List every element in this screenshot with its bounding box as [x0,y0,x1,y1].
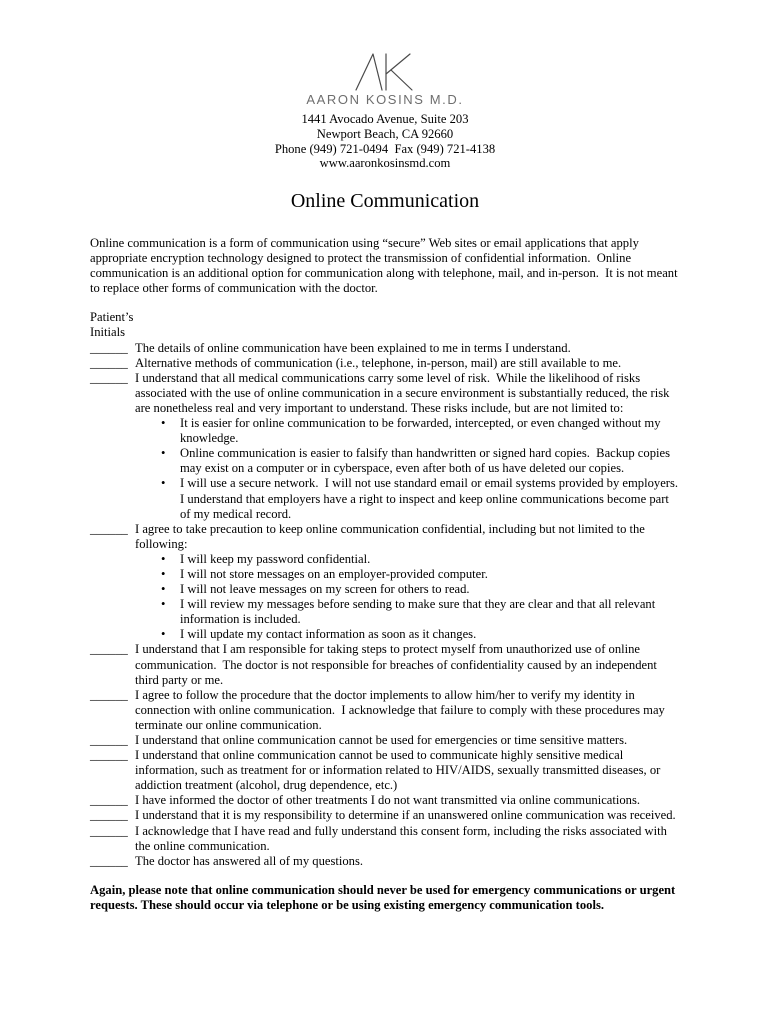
item-text-line: communication. The doctor is not responsible for breaches of confidentiality caused by an independent [135,657,657,672]
consent-item-text [135,854,690,869]
bullet-item [161,582,690,597]
consent-item-text [135,341,690,356]
letterhead-address [0,112,770,171]
item-text-line: information, such as treatment for or information related to HIV/AIDS, sexually transmitted diseases, or [135,763,661,778]
item-text-line: I understand that all medical communications carry some level of risk. While the likelihood of risks [135,370,641,385]
bullet-text-line: I will review my messages before sending to make sure that they are clear and that all relevant [180,597,656,612]
initials-label-line: Patient’s [90,310,134,325]
item-text-line: Alternative methods of communication (i.e., telephone, in-person, mail) are still available to me. [135,355,622,370]
bullet-item [161,476,690,521]
initials-blank: ______ [90,687,128,702]
bullet-text-line: Online communication is easier to falsify than handwritten or signed hard copies. Backup copies [180,446,670,461]
bullet-marker-icon: • [161,597,166,612]
consent-item [90,733,690,748]
item-text-line: following: [135,536,188,551]
address-phone-fax: Phone (949) 721-0494 Fax (949) 721-4138 [274,141,496,156]
bullet-text-line: I will keep my password confidential. [180,551,371,566]
bullet-marker-icon: • [161,551,166,566]
initials-blank: ______ [90,370,128,385]
bullet-item [161,566,690,582]
address-website: www.aaronkosinsmd.com [319,156,451,171]
consent-item [90,522,690,643]
initials-blank: ______ [90,355,128,370]
consent-item-text [135,356,690,371]
precaution-bullet-list [135,552,690,643]
initials-blank: ______ [90,340,128,355]
consent-item [90,854,690,869]
item-text-line: associated with the use of online communication in a secure environment is substantially reduced, the risk [135,385,670,400]
consent-item [90,824,690,854]
item-text-line: the online communication. [135,838,270,853]
bullet-item [161,627,690,642]
consent-item-text [135,793,690,808]
consent-item-text [135,733,690,748]
item-text-line: The details of online communication have been explained to me in terms I understand. [135,340,571,355]
initials-blank: ______ [90,642,128,657]
consent-items [90,341,690,869]
bullet-text-line: I will not store messages on an employer-provided computer. [180,566,488,581]
item-text-line: I understand that it is my responsibility to determine if an unanswered online communication was received. [135,808,676,823]
bullet-text-line: knowledge. [180,431,239,446]
initials-blank: ______ [90,853,128,868]
closing-note-line: Again, please note that online communication should never be used for emergency communications or urgent [90,882,676,897]
initials-label-line: Initials [90,325,125,340]
consent-item-text [135,688,690,733]
bullet-text-line: information is included. [180,612,301,627]
risk-bullet-list [135,416,690,522]
item-text-line: I agree to take precaution to keep online communication confidential, including but not limited to the [135,521,645,536]
bullet-text-line: It is easier for online communication to be forwarded, intercepted, or even changed without my [180,416,661,431]
consent-item [90,793,690,808]
initials-blank: ______ [90,521,128,536]
item-text-line: I understand that online communication cannot be used to communicate highly sensitive medical [135,748,624,763]
document-body [90,236,690,913]
consent-item [90,341,690,356]
ak-monogram-logo [355,53,415,91]
consent-item-text [135,371,690,522]
closing-warning-note [90,883,690,913]
consent-item [90,371,690,522]
item-text-line: are nonetheless real and very important to understand. These risks include, but are not limited to: [135,400,624,415]
consent-item-text [135,824,690,854]
item-text-line: connection with online communication. I acknowledge that failure to comply with these procedures may [135,702,665,717]
bullet-text-line: I understand that employers have a right to inspect and keep online communications become part [180,491,669,506]
bullet-marker-icon: • [161,566,166,581]
closing-note-line: requests. These should occur via telephone or be using existing emergency communication tools. [90,897,605,912]
consent-item [90,808,690,823]
initials-blank: ______ [90,808,128,823]
consent-item-text [135,522,690,643]
intro-line: Online communication is a form of communication using “secure” Web sites or email applications that apply [90,236,639,250]
bullet-item [161,416,690,446]
bullet-item [161,597,690,627]
item-text-line: addiction treatment (alcohol, drug dependence, etc.) [135,778,398,793]
bullet-item [161,446,690,476]
consent-item [90,688,690,733]
item-text-line: The doctor has answered all of my questions. [135,853,364,868]
address-street: 1441 Avocado Avenue, Suite 203 [301,112,469,126]
address-city: Newport Beach, CA 92660 [316,126,454,141]
item-text-line: I understand that I am responsible for taking steps to protect myself from unauthorized use of online [135,642,641,657]
bullet-marker-icon: • [161,476,166,491]
initials-blank: ______ [90,823,128,838]
initials-blank: ______ [90,733,128,747]
bullet-marker-icon: • [161,416,166,431]
bullet-text-line: of my medical record. [180,506,292,521]
bullet-item [161,551,690,567]
bullet-text-line: may exist on a computer or in cyberspace, even after both of us have deleted our copies. [180,461,625,476]
consent-item [90,642,690,687]
consent-item-text [135,748,690,793]
intro-line: communication is an additional option for communication along with telephone, mail, and in-person. It is not meant [90,266,678,281]
bullet-text-line: I will not leave messages on my screen for others to read. [180,582,470,597]
intro-line: appropriate encryption technology designed to protect the transmission of confidential information. Online [90,251,632,266]
bullet-text-line: I will use a secure network. I will not use standard email or email systems provided by employers. [180,476,679,491]
intro-paragraph [90,236,690,296]
bullet-marker-icon: • [161,627,166,642]
item-text-line: I have informed the doctor of other treatments I do not want transmitted via online communications. [135,793,641,808]
item-text-line: third party or me. [135,672,224,687]
consent-item-text [135,642,690,687]
patient-initials-label [90,310,690,340]
item-text-line: terminate our online communication. [135,717,322,732]
item-text-line: I acknowledge that I have read and fully understand this consent form, including the risks associated with [135,823,667,838]
initials-blank: ______ [90,793,128,808]
intro-line: to replace other forms of communication with the doctor. [90,281,378,296]
bullet-marker-icon: • [161,582,166,597]
item-text-line: I agree to follow the procedure that the doctor implements to allow him/her to verify my identity in [135,687,635,702]
document-title: Online Communication [290,190,480,212]
item-text-line: I understand that online communication cannot be used for emergencies or time sensitive matters. [135,733,628,747]
consent-item-text [135,808,690,823]
logo-wordmark: AARON KOSINS M.D. [306,92,464,107]
bullet-marker-icon: • [161,446,166,461]
bullet-text-line: I will update my contact information as soon as it changes. [180,627,477,642]
consent-item [90,356,690,371]
consent-item [90,748,690,793]
initials-blank: ______ [90,748,128,763]
